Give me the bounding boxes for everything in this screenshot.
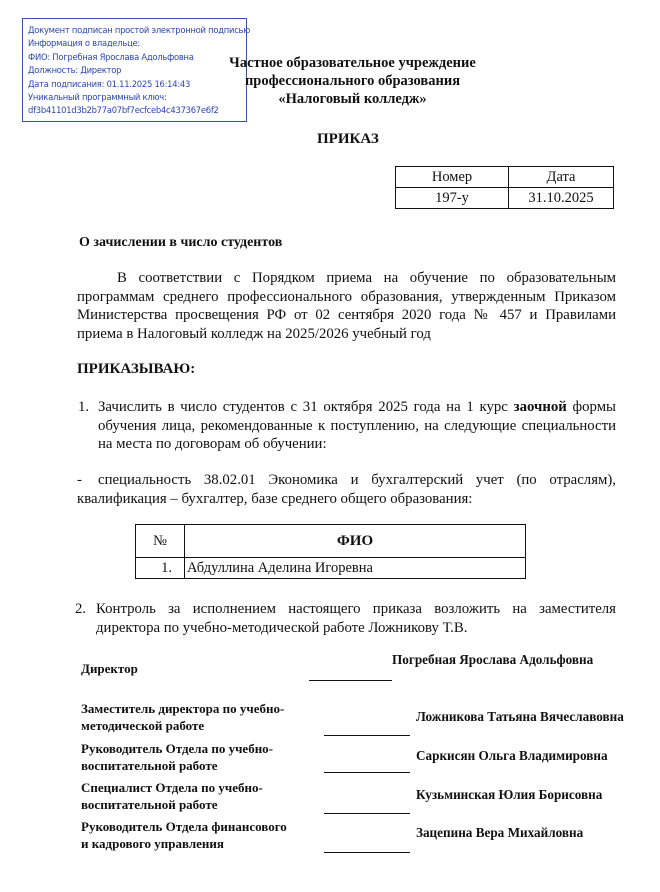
org-line-2: профессионального образования bbox=[244, 73, 461, 89]
order-item-2 bbox=[77, 600, 616, 637]
order-number: 197-у bbox=[396, 188, 509, 209]
signature-role-director: Директор bbox=[81, 661, 138, 676]
signature-name-deputy: Ложникова Татьяна Вячеславовна bbox=[416, 709, 624, 724]
role-line: Руководитель Отдела финансового bbox=[81, 819, 287, 834]
table-header-row bbox=[136, 525, 526, 558]
number-label: Номер bbox=[396, 167, 509, 188]
order-date: 31.10.2025 bbox=[509, 188, 614, 209]
intro-paragraph: В соответствии с Порядком приема на обучение по образовательным программам среднего профессионального образования, утвержденным Приказом Министерства просвещения РФ от 02 сентября 2020 года № 457 и Правилами приема в Налоговый колледж на 2025/2026 учебный год bbox=[77, 270, 616, 342]
role-line: и кадрового управления bbox=[81, 836, 224, 851]
decree-heading: ПРИКАЗЫВАЮ: bbox=[77, 361, 196, 377]
item-text: Контроль за исполнением настоящего приказа возложить на заместителя директора по учебно-методической работе Ложникову Т.В. bbox=[96, 601, 616, 636]
stamp-line-fio: ФИО: Погребная Ярослава Адольфовна bbox=[28, 51, 194, 62]
order-item-1 bbox=[77, 398, 616, 454]
students-table bbox=[135, 524, 526, 579]
specialty-line bbox=[77, 471, 616, 508]
role-line: Руководитель Отдела по учебно- bbox=[81, 741, 274, 756]
signature-line bbox=[324, 852, 410, 853]
org-line-1: Частное образовательное учреждение bbox=[229, 55, 476, 71]
order-subject: О зачислении в число студентов bbox=[79, 235, 283, 250]
item-number: 2. bbox=[75, 601, 87, 617]
study-form-bold: заочной bbox=[513, 399, 567, 415]
signature-role-education-specialist bbox=[81, 779, 311, 813]
role-line: воспитательной работе bbox=[81, 758, 218, 773]
list-dash: - bbox=[77, 472, 82, 488]
item-text-part: формы обучения лица, рекомендованные к поступлению, на следующие специальности на места по договорам об обучении: bbox=[98, 399, 616, 453]
student-name: Абдуллина Аделина Игоревна bbox=[185, 558, 526, 579]
item-text bbox=[98, 398, 616, 454]
signature-name-finance-head: Зацепина Вера Михайловна bbox=[416, 825, 584, 840]
date-label: Дата bbox=[509, 167, 614, 188]
row-number: 1. bbox=[136, 558, 185, 579]
signature-line bbox=[309, 680, 392, 681]
document-title: ПРИКАЗ bbox=[317, 131, 379, 147]
stamp-line-position: Должность: Директор bbox=[28, 65, 122, 76]
signature-role-finance-head bbox=[81, 818, 311, 852]
item-number: 1. bbox=[78, 399, 90, 415]
signature-line bbox=[324, 735, 410, 736]
role-line: методической работе bbox=[81, 718, 205, 733]
col-header-number: № bbox=[136, 525, 185, 558]
stamp-line-signed: Документ подписан простой электронной подписью bbox=[28, 25, 251, 35]
stamp-line-owner-info: Информация о владельце: bbox=[28, 38, 140, 49]
organization-header bbox=[200, 54, 505, 108]
stamp-line-key-label: Уникальный программный ключ: bbox=[28, 92, 167, 103]
col-header-fio: ФИО bbox=[185, 525, 526, 558]
table-header-row bbox=[396, 167, 614, 188]
order-number-date-table bbox=[395, 166, 614, 209]
org-line-3: «Налоговый колледж» bbox=[278, 91, 427, 107]
role-line: воспитательной работе bbox=[81, 797, 218, 812]
table-row bbox=[396, 188, 614, 209]
stamp-line-key: df3b41101d3b2b77a07bf7ecfceb4c437367e6f2 bbox=[28, 105, 219, 116]
item-text-part: Зачислить в число студентов с 31 октября 2025 года на 1 курс bbox=[98, 399, 514, 415]
signature-role-education-head bbox=[81, 740, 311, 774]
table-row bbox=[136, 558, 526, 579]
signature-name-director: Погребная Ярослава Адольфовна bbox=[392, 652, 594, 667]
signature-line bbox=[324, 813, 410, 814]
signature-line bbox=[324, 772, 410, 773]
role-line: Специалист Отдела по учебно- bbox=[81, 780, 263, 795]
signature-name-education-specialist: Кузьминская Юлия Борисовна bbox=[416, 787, 603, 802]
specialty-text: специальность 38.02.01 Экономика и бухгалтерский учет (по отраслям), квалификация – бухгалтер, базе среднего общего образования: bbox=[77, 472, 616, 507]
signature-name-education-head: Саркисян Ольга Владимировна bbox=[416, 748, 608, 763]
signature-role-deputy bbox=[81, 700, 311, 734]
role-line: Заместитель директора по учебно- bbox=[81, 701, 285, 716]
stamp-line-sign-date: Дата подписания: 01.11.2025 16:14:43 bbox=[28, 78, 191, 89]
